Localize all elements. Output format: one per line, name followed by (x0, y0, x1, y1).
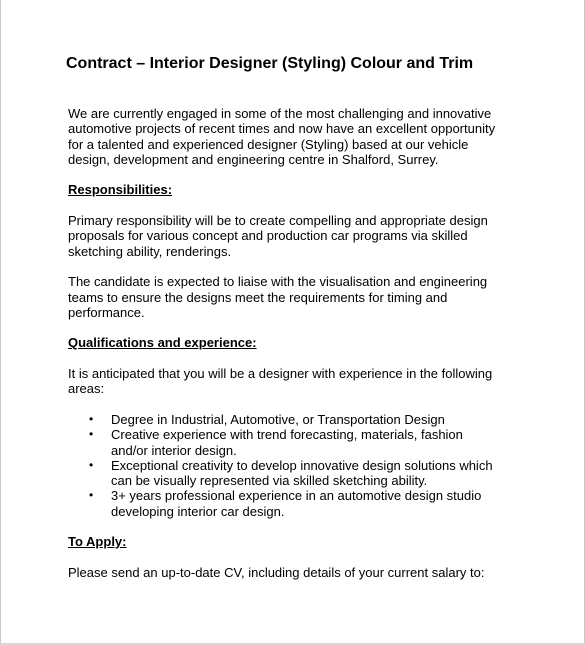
list-item (68, 427, 538, 458)
qualifications-heading: Qualifications and experience: (68, 335, 257, 351)
apply-text: Please send an up-to-date CV, including details of your current salary to: (68, 564, 485, 580)
paragraph-line: sketching ability, renderings. (68, 243, 232, 259)
list-item-line: can be visually represented via skilled sketching ability. (111, 473, 428, 489)
responsibilities-heading: Responsibilities: (68, 182, 173, 198)
liaison-paragraph (68, 274, 538, 320)
list-item-line: Degree in Industrial, Automotive, or Transportation Design (111, 411, 445, 427)
paragraph-line: The candidate is expected to liaise with the visualisation and engineering (68, 274, 488, 290)
apply-heading: To Apply: (68, 534, 127, 550)
spacer (68, 519, 538, 534)
bullet-icon: • (89, 411, 94, 426)
list-item (68, 458, 538, 489)
spacer (68, 397, 538, 412)
paragraph-line: Primary responsibility will be to create compelling and appropriate design (68, 213, 488, 229)
list-item-line: Creative experience with trend forecasting, materials, fashion (111, 427, 463, 443)
spacer (68, 351, 538, 366)
list-item (68, 412, 538, 427)
document-body (68, 106, 538, 580)
qualifications-list (68, 412, 538, 519)
spacer (68, 198, 538, 213)
spacer (68, 320, 538, 335)
bullet-icon: • (89, 427, 94, 442)
spacer (68, 550, 538, 565)
intro-line: We are currently engaged in some of the most challenging and innovative (68, 106, 492, 121)
list-item-line: 3+ years professional experience in an automotive design studio (111, 488, 482, 504)
bullet-icon: • (89, 488, 94, 503)
document-title: Contract – Interior Designer (Styling) Colour and Trim (66, 55, 474, 72)
paragraph-line: proposals for various concept and production car programs via skilled (68, 228, 468, 244)
list-item (68, 488, 538, 519)
paragraph-line: teams to ensure the designs meet the requirements for timing and (68, 289, 448, 305)
bullet-icon: • (89, 457, 94, 472)
list-item-line: Exceptional creativity to develop innovative design solutions which (111, 457, 493, 473)
responsibilities-paragraph (68, 213, 538, 259)
spacer (68, 167, 538, 182)
intro-line: automotive projects of recent times and now have an excellent opportunity (68, 121, 496, 137)
page-left-border (0, 0, 1, 645)
intro-paragraph (68, 106, 538, 167)
intro-line: design, development and engineering centre in Shalford, Surrey. (68, 151, 439, 167)
list-item-line: developing interior car design. (111, 503, 285, 519)
spacer (68, 259, 538, 274)
paragraph-line: performance. (68, 304, 145, 320)
qualifications-intro (68, 366, 538, 397)
paragraph-line: areas: (68, 381, 105, 397)
paragraph-line: It is anticipated that you will be a designer with experience in the following (68, 366, 493, 382)
list-item-line: and/or interior design. (111, 442, 237, 458)
intro-line: for a talented and experienced designer (Styling) based at our vehicle (68, 136, 469, 152)
